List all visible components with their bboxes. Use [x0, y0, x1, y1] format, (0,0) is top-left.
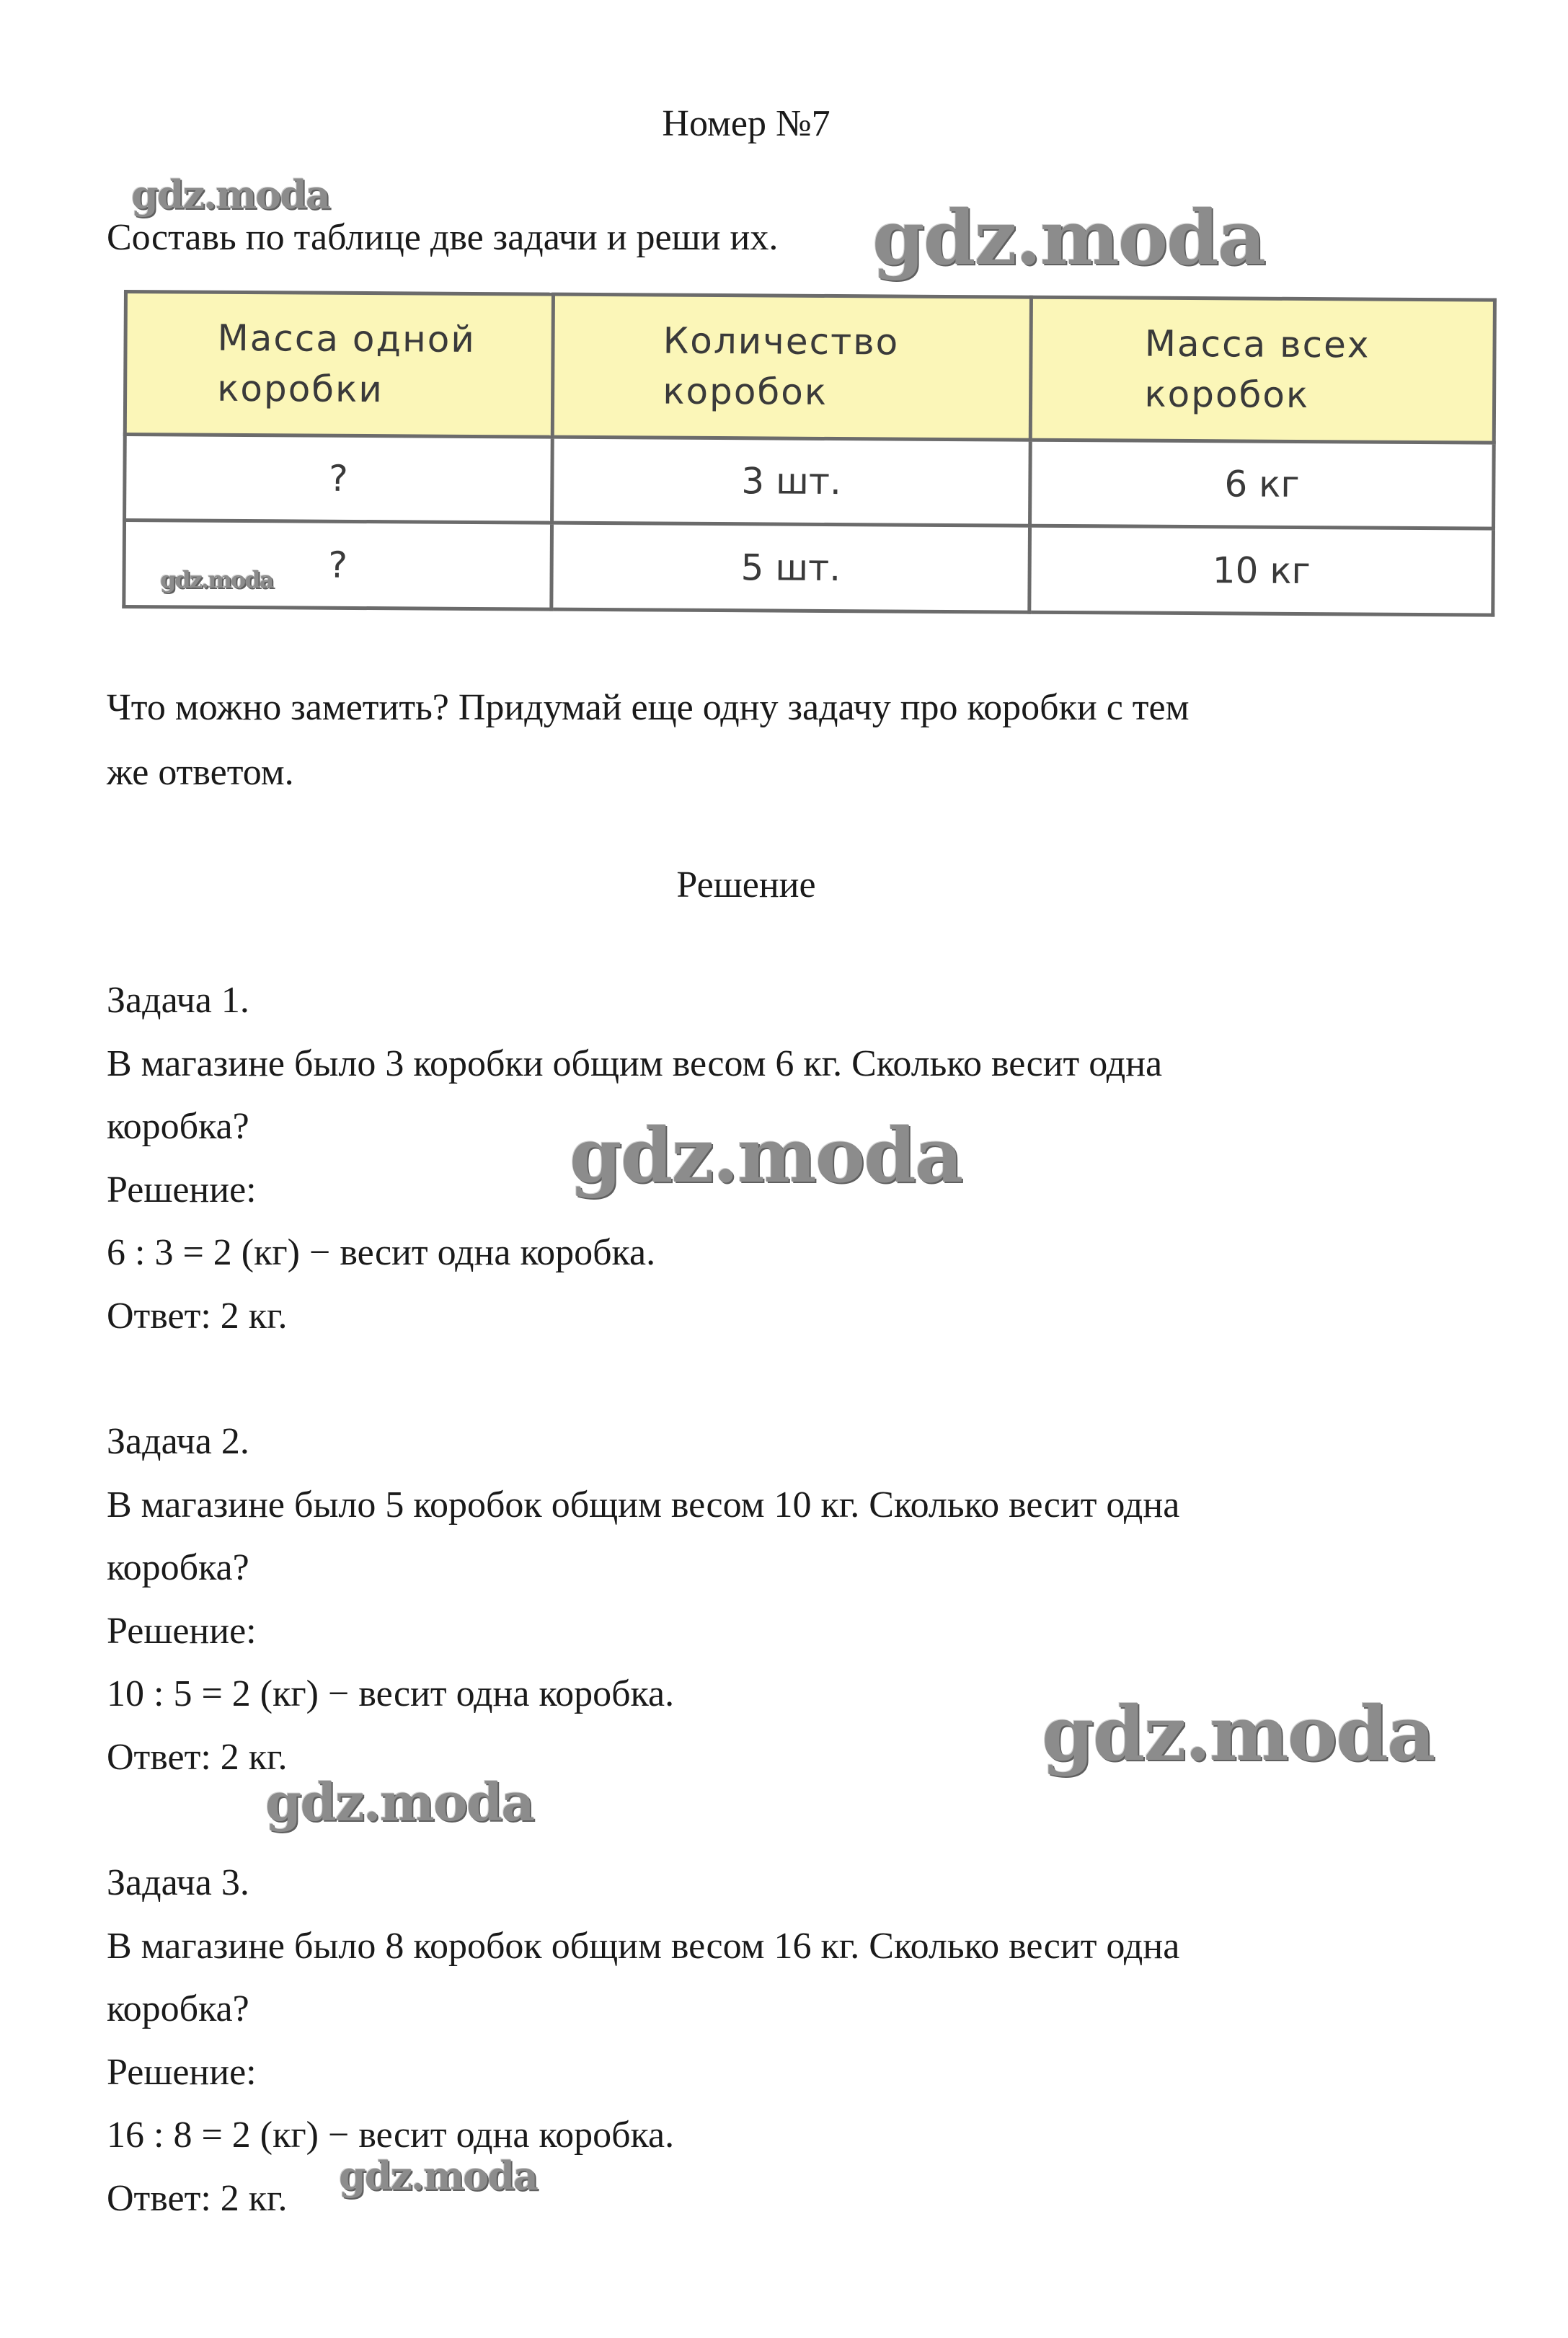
- problem-label: Задача 3.: [107, 1862, 249, 1903]
- problem-text-line-1: В магазине было 8 коробок общим весом 16 кг. Сколько весит одна: [107, 1926, 1180, 1967]
- problem-text-line-1: В магазине было 5 коробок общим весом 10 кг. Сколько весит одна: [107, 1484, 1180, 1526]
- table-cell: ?: [124, 521, 552, 609]
- task-text: Составь по таблице две задачи и реши их.: [107, 217, 779, 258]
- problem-text-line-2: коробка?: [107, 1988, 249, 2029]
- watermark-logo: gdz.moda: [872, 193, 1265, 282]
- problem-text-line-1: В магазине было 3 коробки общим весом 6 кг. Сколько весит одна: [107, 1043, 1163, 1084]
- answer: Ответ: 2 кг.: [107, 2178, 288, 2219]
- question-line-1: Что можно заметить? Придумай еще одну задачу про коробки с тем: [107, 687, 1190, 728]
- page-title: Номер №7: [662, 103, 830, 144]
- table-row: [124, 521, 1494, 615]
- calculation: 16 : 8 = 2 (кг) − весит одна коробка.: [107, 2115, 675, 2156]
- calculation: 6 : 3 = 2 (кг) − весит одна коробка.: [107, 1232, 656, 1273]
- solution-label: Решение:: [107, 1611, 257, 1652]
- watermark-logo: gdz.moda: [131, 172, 329, 218]
- watermark-logo: gdz.moda: [339, 2153, 537, 2199]
- header-cell-mass-all: Масса всех коробок: [1031, 297, 1495, 442]
- table-row: [125, 434, 1494, 528]
- watermark-logo: gdz.moda: [570, 1111, 962, 1200]
- problem-text-line-2: коробка?: [107, 1106, 249, 1147]
- table-cell: 10 кг: [1029, 526, 1493, 615]
- data-table: [122, 290, 1497, 617]
- watermark-logo: gdz.moda: [1042, 1689, 1435, 1778]
- calculation: 10 : 5 = 2 (кг) − весит одна коробка.: [107, 1673, 675, 1714]
- answer: Ответ: 2 кг.: [107, 1296, 288, 1337]
- solution-label: Решение:: [107, 2052, 257, 2093]
- table-cell: 5 шт.: [552, 523, 1030, 612]
- header-cell-mass-one: Масса одной коробки: [125, 292, 553, 437]
- problem-label: Задача 1.: [107, 980, 249, 1021]
- table-cell: ?: [125, 434, 553, 523]
- table-cell: 6 кг: [1030, 440, 1494, 529]
- table-header-row: [125, 292, 1494, 443]
- watermark-logo: gdz.moda: [160, 566, 273, 593]
- problem-label: Задача 2.: [107, 1421, 249, 1462]
- problem-text-line-2: коробка?: [107, 1547, 249, 1588]
- header-cell-count: Количество коробок: [552, 294, 1031, 440]
- answer: Ответ: 2 кг.: [107, 1737, 288, 1778]
- solution-label: Решение:: [107, 1169, 257, 1210]
- question-line-2: же ответом.: [107, 752, 294, 793]
- table-cell: 3 шт.: [552, 437, 1031, 526]
- watermark-logo: gdz.moda: [265, 1771, 533, 1833]
- solution-heading: Решение: [676, 864, 816, 905]
